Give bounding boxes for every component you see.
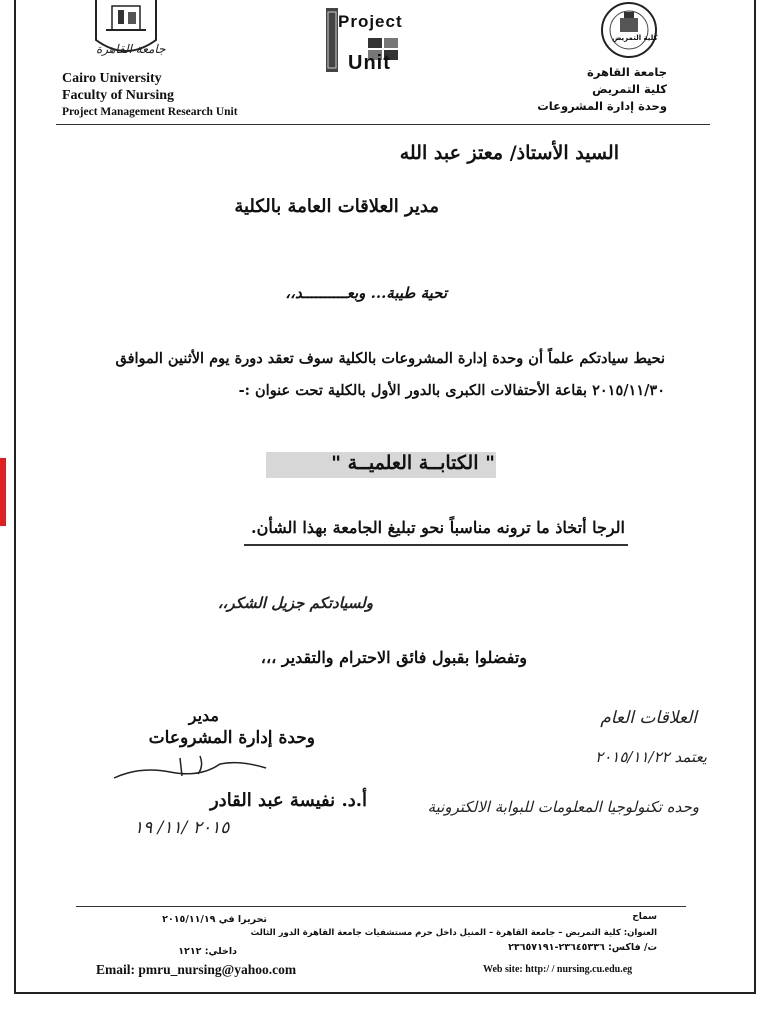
body-line-2: ٢٠١٥/١١/٣٠ بقاعة الأحتفالات الكبرى بالدور الأول بالكلية تحت عنوان :- xyxy=(238,382,665,399)
handwritten-note-2: يعتمد ٢٠١٥/١١/٢٢ xyxy=(595,748,707,766)
logo-left-caption: جامعة القاهرة xyxy=(96,42,166,56)
header-divider xyxy=(56,124,710,125)
request-line: الرجا أتخاذ ما ترونه مناسباً نحو تبليغ الجامعة بهذا الشأن. xyxy=(251,518,625,537)
thanks-line: ولسيادتكم جزيل الشكر،، xyxy=(217,594,373,612)
signature-role: مدير xyxy=(188,706,219,725)
footer-address: العنوان: كلية التمريض – جامعة القاهرة – المنيل داخل حرم مستشفيات جامعة القاهرة الدور الثالث xyxy=(250,928,657,938)
handwritten-signature xyxy=(110,752,270,788)
header-arabic xyxy=(537,64,667,115)
signature-unit: وحدة إدارة المشروعات xyxy=(148,728,315,748)
header-english xyxy=(62,70,238,121)
logo-right-caption: كلية التمريض xyxy=(612,34,658,42)
recipient-title: مدير العلاقات العامة بالكلية xyxy=(234,196,439,217)
signature-name: أ.د. نفيسة عبد القادر xyxy=(209,790,367,811)
red-margin-mark xyxy=(0,458,6,526)
footer-website: Web site: http:/ / nursing.cu.edu.eg xyxy=(483,964,633,975)
footer-divider xyxy=(76,906,686,907)
handwritten-note-1: العلاقات العام xyxy=(600,708,697,728)
greeting: تحية طيبة... وبعــــــــــد،، xyxy=(285,284,447,302)
project-unit-logo xyxy=(324,4,434,80)
unit-name-ar: وحدة إدارة المشروعات xyxy=(537,99,667,113)
logo-center-top-text: Project xyxy=(338,12,403,31)
faculty-name-ar: كلية التمريض xyxy=(592,82,667,96)
footer-phone: ت/ فاكس: ٢٣٦٤٥٣٣٦-٢٣٦٥٧١٩١ xyxy=(508,942,657,953)
faculty-name-en: Faculty of Nursing xyxy=(62,88,174,103)
cairo-university-logo xyxy=(86,0,166,70)
closing-line: وتفضلوا بقبول فائق الاحترام والتقدير ،،، xyxy=(260,648,527,667)
request-underline xyxy=(244,544,628,546)
university-name-ar: جامعة القاهرة xyxy=(587,65,667,79)
footer-extension: داخلي: ١٢١٢ xyxy=(178,946,237,957)
logo-center-bottom-text: Unit xyxy=(348,52,391,74)
handwritten-date: ٢٠١٥ /١١/ ١٩ xyxy=(134,818,230,838)
footer-email: Email: pmru_nursing@yahoo.com xyxy=(96,962,297,977)
unit-name-en: Project Management Research Unit xyxy=(62,106,238,118)
page-border xyxy=(14,0,756,994)
university-name-en: Cairo University xyxy=(62,71,162,86)
faculty-seal-logo xyxy=(584,0,674,66)
footer-date: تحريرا في ٢٠١٥/١١/١٩ xyxy=(162,914,267,925)
recipient-name: السيد الأستاذ/ معتز عبد الله xyxy=(399,142,619,164)
course-title: " الكتابــة العلميــة " xyxy=(331,452,495,474)
body-line-1: نحيط سيادتكم علماً أن وحدة إدارة المشروعات بالكلية سوف تعقد دورة يوم الأثنين الموافق xyxy=(115,350,665,367)
handwritten-note-3: وحده تكنولوجيا المعلومات للبوابة الالكترونية xyxy=(427,798,699,816)
footer-small-label: سماح xyxy=(632,912,657,922)
